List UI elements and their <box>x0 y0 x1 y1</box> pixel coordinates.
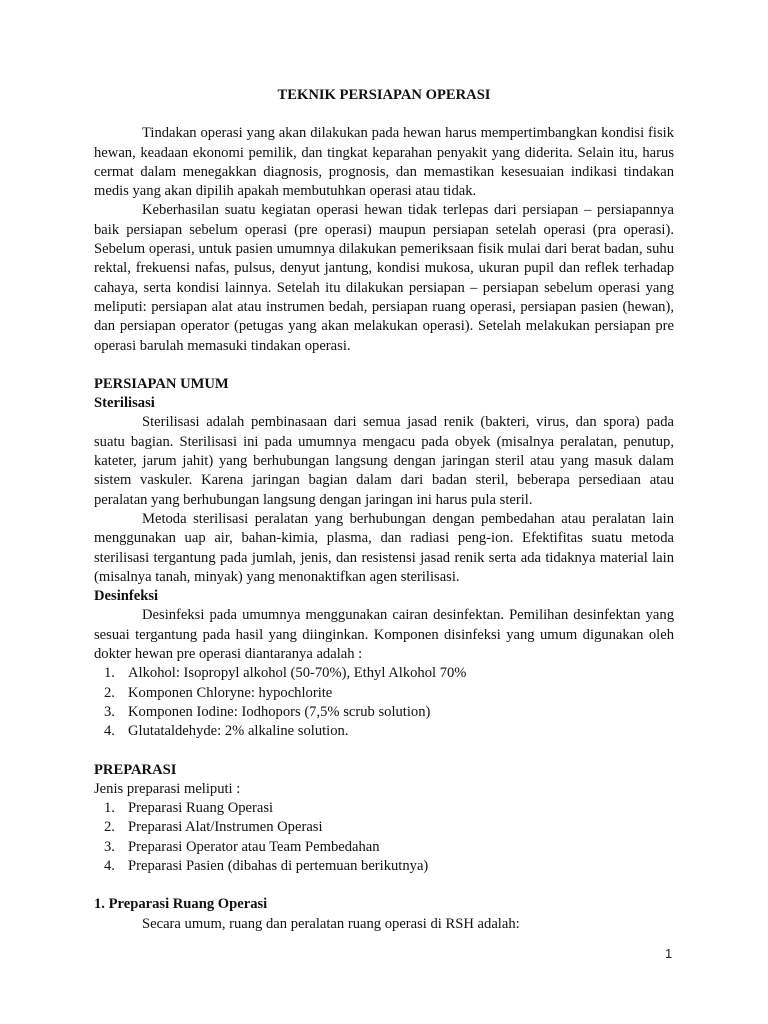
page-number: 1 <box>665 946 673 961</box>
list-item-number: 1. <box>104 665 115 682</box>
list-item <box>94 818 674 837</box>
list-item-text: Komponen Iodine: Iodhopors (7,5% scrub solution) <box>128 703 431 720</box>
desinfeksi-list <box>94 664 674 741</box>
list-item-number: 3. <box>104 838 115 855</box>
document-title: TEKNIK PERSIAPAN OPERASI <box>277 87 491 103</box>
list-item-text: Glutataldehyde: 2% alkaline solution. <box>128 723 349 740</box>
intro-paragraph-1: Tindakan operasi yang akan dilakukan pada hewan harus mempertimbangkan kondisi fisik hewan, keadaan ekonomi pemilik, dan tingkat keparahan penyakit yang diderita. Selain itu, harus cermat dalam menegakkan diagnosis, prognosis, dan memastikan kesesuaian indikasi tindakan medis yang akan dipilih apakah membutuhkan operasi atau tidak. <box>94 125 674 200</box>
intro-paragraph-2: Keberhasilan suatu kegiatan operasi hewan tidak terlepas dari persiapan – persiapannya baik persiapan sebelum operasi (pre operasi) maupun persiapan setelah operasi (pra operasi). Sebelum operasi, untuk pasien umumnya dilakukan pemeriksaan fisik mulai dari berat badan, suhu rektal, frekuensi nafas, pulsus, denyut jantung, kondisi mukosa, ukuran pupil dan reflek terhadap cahaya, serta kondisi lainnya. Setelah itu dilakukan persiapan – persiapan sebelum operasi yang meliputi: persiapan alat atau instrumen bedah, persiapan ruang operasi, persiapan pasien (hewan), dan persiapan operator (petugas yang akan melakukan operasi). Setelah melakukan persiapan pre operasi barulah memasuki tindakan operasi. <box>94 202 674 354</box>
document-page <box>94 86 674 934</box>
list-item <box>94 857 674 876</box>
section-heading-preparasi: PREPARASI <box>94 761 177 778</box>
list-item-text: Komponen Chloryne: hypochlorite <box>128 684 333 701</box>
list-item-text: Preparasi Ruang Operasi <box>128 800 274 817</box>
list-item-number: 4. <box>104 723 115 740</box>
list-item-number: 3. <box>104 703 115 720</box>
subheading-sterilisasi: Sterilisasi <box>94 395 155 412</box>
list-item <box>94 722 674 741</box>
list-item <box>94 703 674 722</box>
list-item-number: 2. <box>104 684 115 701</box>
list-item <box>94 838 674 857</box>
section-heading-persiapan-umum: PERSIAPAN UMUM <box>94 375 229 392</box>
spacer <box>94 742 674 761</box>
sterilisasi-paragraph-2: Metoda sterilisasi peralatan yang berhubungan dengan pembedahan atau peralatan lain menggunakan uap air, bahan-kimia, plasma, dan radiasi peng-ion. Efektifitas suatu metoda sterilisasi tergantung pada jumlah, jenis, dan resistensi jasad renik serta ada tidaknya material lain (misalnya tanah, minyak) yang menonaktifkan agen sterilisasi. <box>94 510 674 585</box>
preparasi-intro: Jenis preparasi meliputi : <box>94 780 241 797</box>
list-item <box>94 664 674 683</box>
ruang-operasi-paragraph: Secara umum, ruang dan peralatan ruang operasi di RSH adalah: <box>142 915 520 932</box>
spacer <box>94 876 674 895</box>
list-item-text: Preparasi Alat/Instrumen Operasi <box>128 819 323 836</box>
list-item-number: 1. <box>104 800 115 817</box>
spacer <box>94 356 674 375</box>
list-item-number: 4. <box>104 857 115 874</box>
list-item-number: 2. <box>104 819 115 836</box>
section-heading-preparasi-ruang-operasi: 1. Preparasi Ruang Operasi <box>94 896 268 913</box>
preparasi-list <box>94 799 674 876</box>
list-item-text: Alkohol: Isopropyl alkohol (50-70%), Ethyl Alkohol 70% <box>128 665 467 682</box>
list-item-text: Preparasi Pasien (dibahas di pertemuan berikutnya) <box>128 857 429 874</box>
list-item <box>94 684 674 703</box>
list-item-text: Preparasi Operator atau Team Pembedahan <box>128 838 380 855</box>
desinfeksi-paragraph: Desinfeksi pada umumnya menggunakan cairan desinfektan. Pemilihan desinfektan yang sesuai tergantung pada hasil yang diinginkan. Komponen disinfeksi yang umum digunakan oleh dokter hewan pre operasi diantaranya adalah : <box>94 607 674 663</box>
sterilisasi-paragraph-1: Sterilisasi adalah pembinasaan dari semua jasad renik (bakteri, virus, dan spora) pada suatu bagian. Sterilisasi ini pada umumnya mengacu pada obyek (misalnya peralatan, penutup, kateter, jarum jahit) yang berhubungan langsung dengan jaringan steril atau yang masuk dalam sistem vaskuler. Karena jaringan bagian dalam dari badan steril, beberapa persediaan atau peralatan yang berhubungan langsung dengan jaringan ini harus pula steril. <box>94 414 674 508</box>
list-item <box>94 799 674 818</box>
subheading-desinfeksi: Desinfeksi <box>94 588 159 605</box>
